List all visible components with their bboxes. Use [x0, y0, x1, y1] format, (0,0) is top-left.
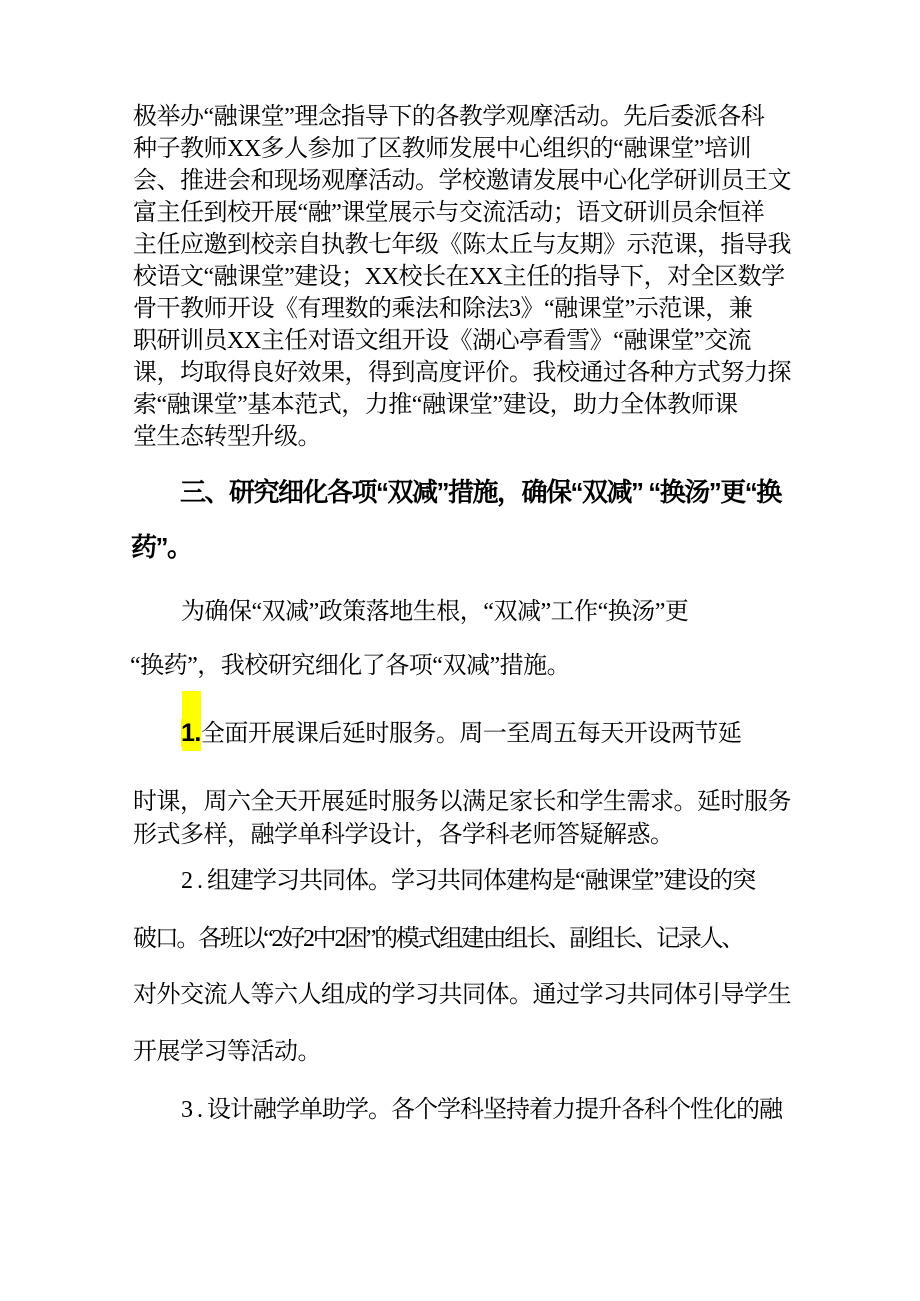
item1-line: 形式多样，融学单科学设计，各学科老师答疑解惑。 [133, 822, 674, 848]
item2-line: 开展学习等活动。 [133, 1039, 321, 1065]
item1-number-highlighted: 1. [181, 719, 201, 747]
section-heading-line: 三、研究细化各项“双减”措施，确保“双减” “换汤”更“换 [180, 477, 781, 507]
paragraph1-line: 极举办“融课堂”理念指导下的各教学观摩活动。先后委派各科 [133, 104, 765, 130]
paragraph1-line: 职研训员XX主任对语文组开设《湖心亭看雪》“融课堂”交流 [133, 328, 751, 354]
paragraph1-line: 课，均取得良好效果，得到高度评价。我校通过各种方式努力探 [133, 360, 791, 386]
section-heading-line: 药”。 [131, 532, 192, 562]
paragraph1-line: 会、推进会和现场观摩活动。学校邀请发展中心化学研训员王文 [133, 168, 791, 194]
item2-line: 破口。各班以“2好2中2困”的模式组建由组长、副组长、记录人、 [133, 926, 744, 952]
item2-line: 对外交流人等六人组成的学习共同体。通过学习共同体引导学生 [133, 982, 791, 1008]
item2-line: 2 . 组建学习共同体。学习共同体建构是“融课堂”建设的突 [181, 868, 756, 894]
paragraph1-line: 索“融课堂”基本范式，力推“融课堂”建设，助力全体教师课 [133, 392, 738, 418]
paragraph1-line: 校语文“融课堂”建设；XX校长在XX主任的指导下，对全区数学 [133, 264, 785, 290]
item1-line: 时课，周六全天开展延时服务以满足家长和学生需求。延时服务 [133, 789, 791, 815]
paragraph1-line: 主任应邀到校亲自执教七年级《陈太丘与友期》示范课，指导我 [133, 232, 791, 258]
item1-first-line-text: 全面开展课后延时服务。周一至周五每天开设两节延 [200, 721, 742, 747]
paragraph1-line: 堂生态转型升级。 [133, 424, 321, 450]
paragraph1-line: 骨干教师开设《有理数的乘法和除法3》“融课堂”示范课，兼 [133, 296, 753, 322]
paragraph1-line: 富主任到校开展“融”课堂展示与交流活动；语文研训员余恒祥 [133, 200, 765, 226]
paragraph1-line: 种子教师XX多人参加了区教师发展中心组织的“融课堂”培训 [133, 136, 751, 162]
item1-first-line [181, 718, 741, 748]
paragraph2-line: 为确保“双减”政策落地生根，“双减”工作“换汤”更 [181, 599, 689, 625]
item3-line: 3 . 设计融学单助学。各个学科坚持着力提升各科个性化的融 [181, 1097, 782, 1123]
paragraph2-line: “换药”，我校研究细化了各项“双减”措施。 [130, 653, 571, 679]
